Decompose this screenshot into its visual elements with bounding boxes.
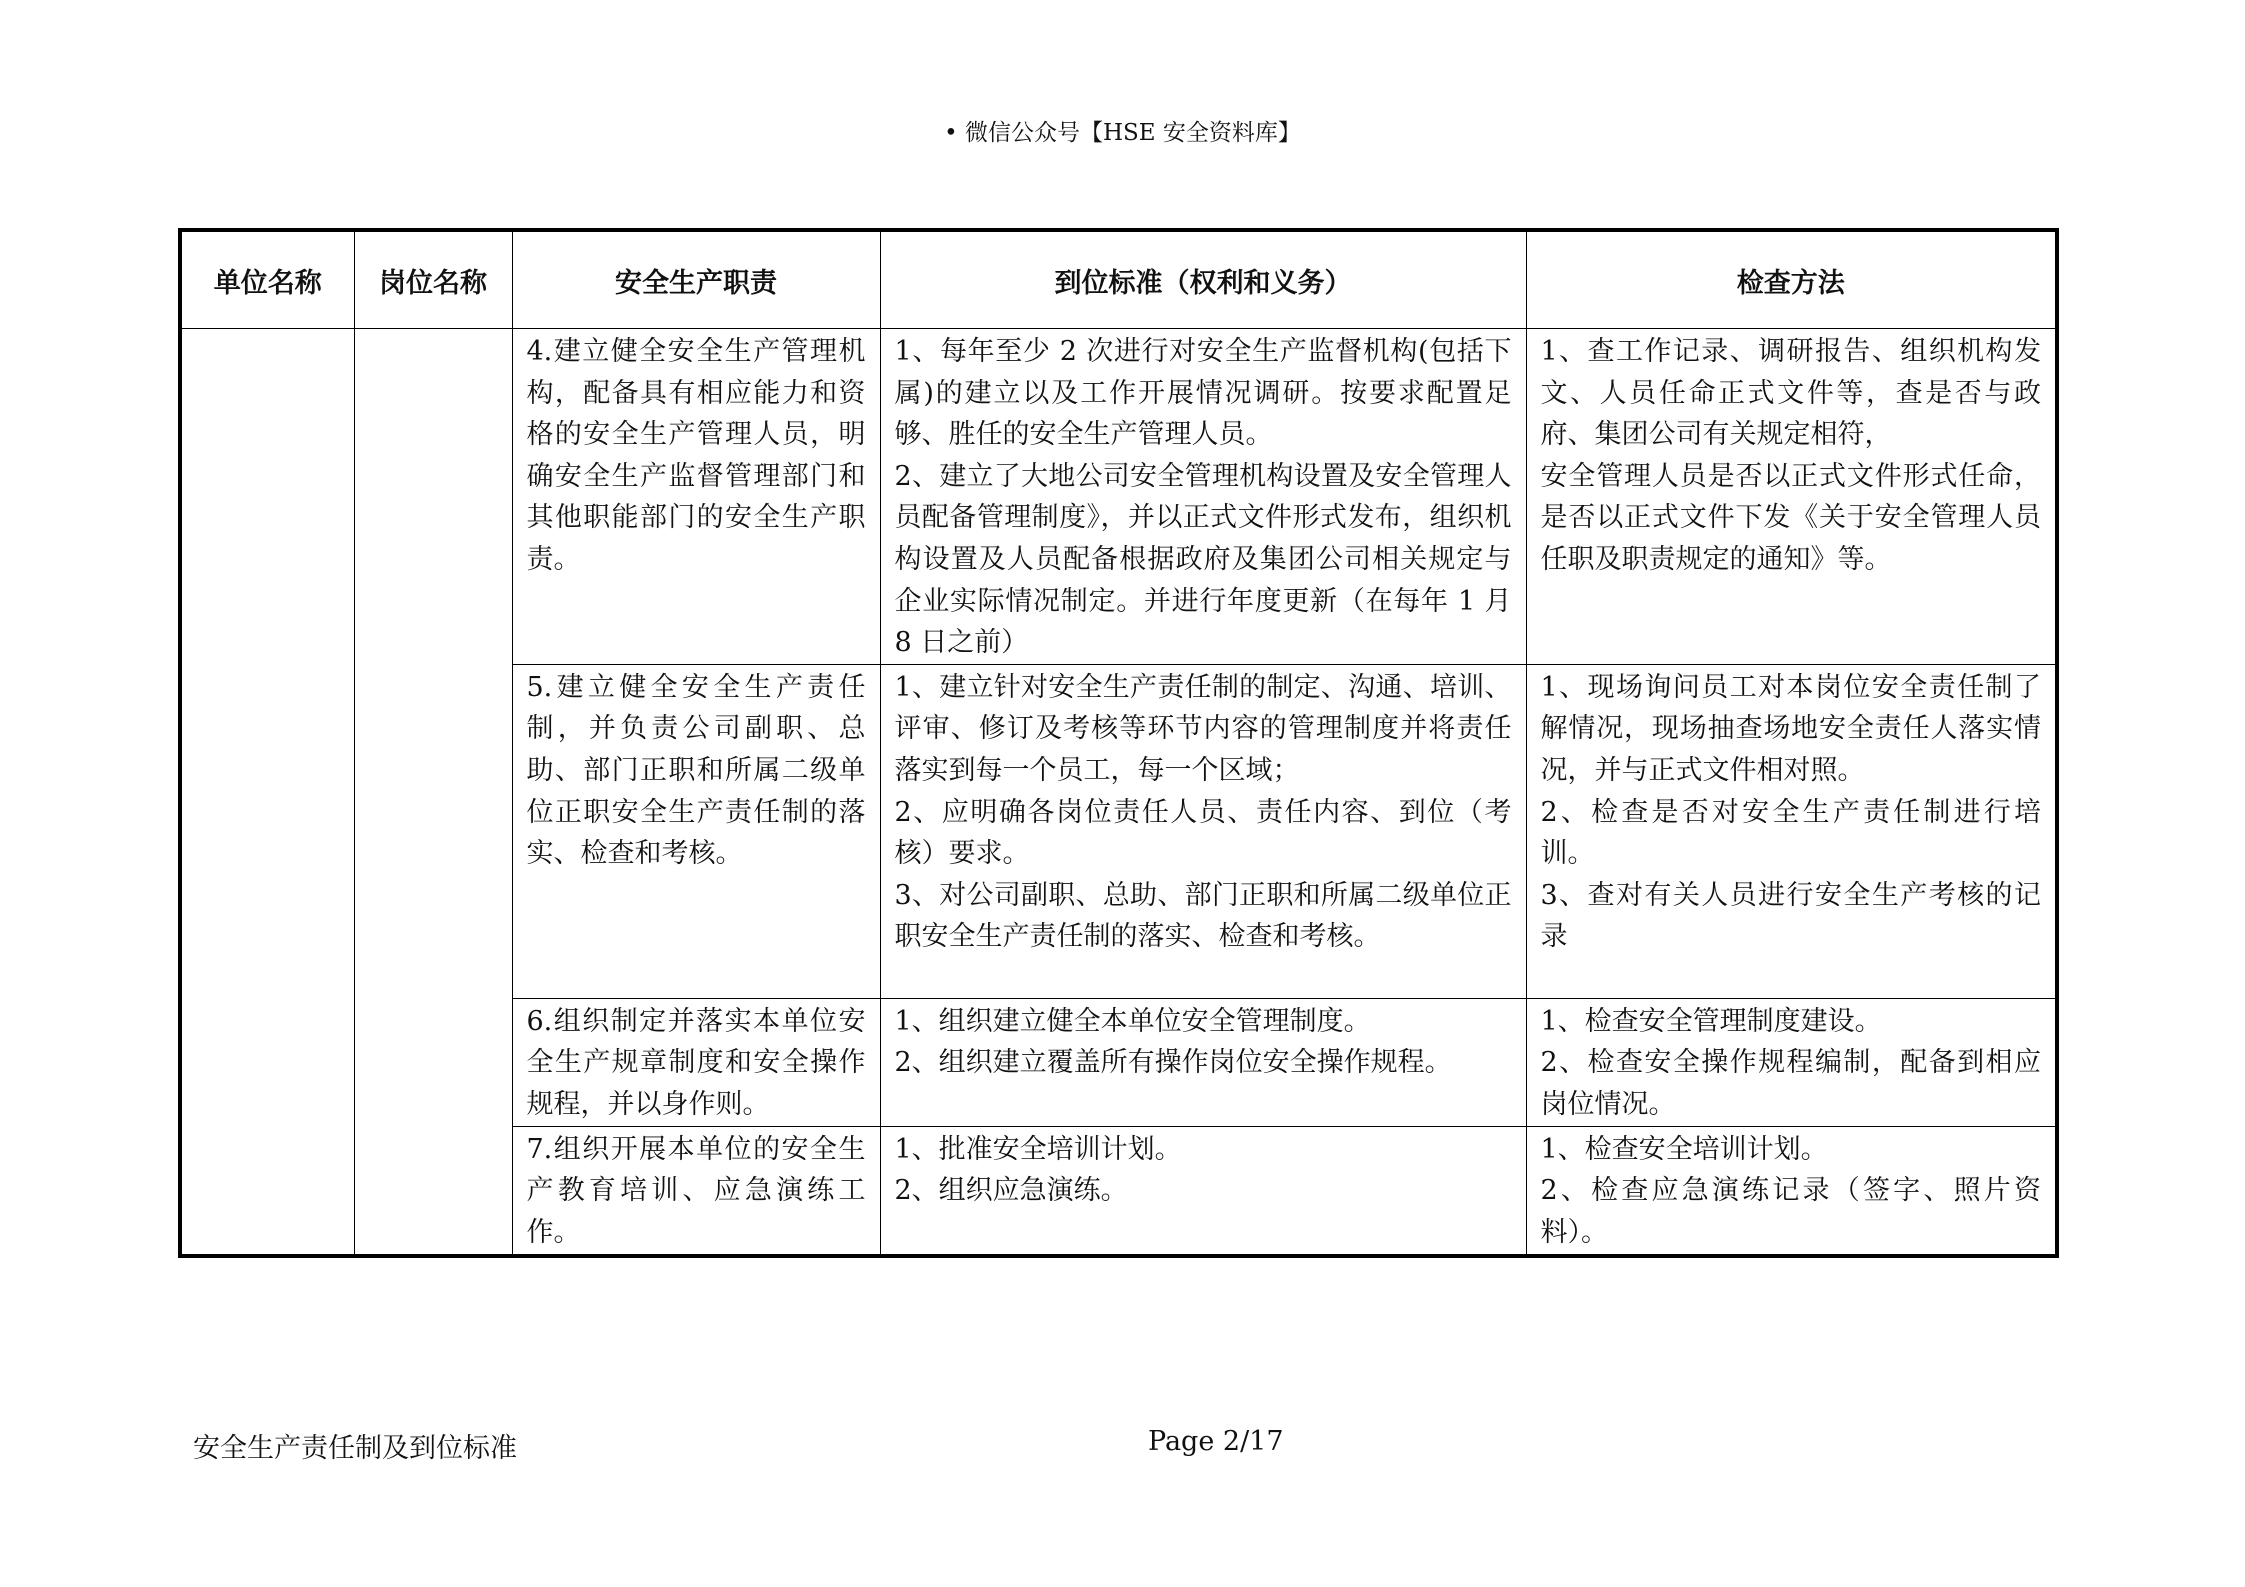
table-row (180, 329, 2057, 665)
standard-item: 2、建立了大地公司安全管理机构设置及安全管理人员配备管理制度》，并以正式文件形式发布，组织机构设置及人员配备根据政府及集团公司相关规定与企业实际情况制定。并进行年度更新（在每年 1 月 8 日之前） (894, 460, 1512, 659)
check-item: 2、检查是否对安全生产责任制进行培训。 (1540, 796, 2041, 870)
duty-cell: 4.建立健全安全生产管理机构，配备具有相应能力和资格的安全生产管理人员，明确安全生产监督管理部门和其他职能部门的安全生产职责。 (512, 329, 880, 665)
standard-cell (880, 329, 1526, 665)
duty-cell: 5.建立健全安全生产责任制，并负责公司副职、总助、部门正职和所属二级单位正职安全生产责任制的落实、检查和考核。 (512, 664, 880, 998)
standard-item: 2、组织应急演练。 (894, 1175, 1128, 1207)
standard-item: 3、对公司副职、总助、部门正职和所属二级单位正职安全生产责任制的落实、检查和考核。 (894, 879, 1512, 953)
check-item: 安全管理人员是否以正式文件形式任命，是否以正式文件下发《关于安全管理人员任职及职责规定的通知》等。 (1540, 460, 2041, 575)
check-item: 2、检查安全操作规程编制，配备到相应岗位情况。 (1540, 1047, 2041, 1120)
check-cell (1526, 1126, 2057, 1255)
check-item: 1、现场询问员工对本岗位安全责任制了解情况，现场抽查场地安全责任人落实情况，并与正式文件相对照。 (1540, 671, 2041, 786)
header-watermark: • 微信公众号【HSE 安全资料库】 (944, 120, 1301, 146)
check-item: 1、检查安全培训计划。 (1540, 1133, 1828, 1165)
standard-item: 1、组织建立健全本单位安全管理制度。 (894, 1005, 1371, 1037)
check-item: 1、检查安全管理制度建设。 (1540, 1005, 1882, 1037)
page-number: Page 2/17 (1148, 1426, 1284, 1457)
check-cell (1526, 998, 2057, 1126)
check-item: 3、查对有关人员进行安全生产考核的记录 (1540, 879, 2041, 953)
standard-item: 1、每年至少 2 次进行对安全生产监督机构(包括下属)的建立以及工作开展情况调研。按要求配置足够、胜任的安全生产管理人员。 (894, 336, 1512, 451)
col-header-position: 岗位名称 (354, 230, 512, 329)
check-cell (1526, 329, 2057, 665)
standard-item: 2、应明确各岗位责任人员、责任内容、到位（考核）要求。 (894, 796, 1512, 870)
responsibility-table (178, 228, 2059, 1258)
standard-cell (880, 1126, 1526, 1255)
standard-item: 2、组织建立覆盖所有操作岗位安全操作规程。 (894, 1047, 1452, 1079)
col-header-check: 检查方法 (1526, 230, 2057, 329)
col-header-unit: 单位名称 (180, 230, 354, 329)
standard-cell (880, 998, 1526, 1126)
position-cell (354, 329, 512, 1256)
duty-cell: 7.组织开展本单位的安全生产教育培训、应急演练工作。 (512, 1126, 880, 1255)
table-header-row (180, 230, 2057, 329)
standard-item: 1、批准安全培训计划。 (894, 1133, 1182, 1165)
check-item: 1、查工作记录、调研报告、组织机构发文、人员任命正式文件等，查是否与政府、集团公司有关规定相符， (1540, 336, 2041, 451)
duty-cell: 6.组织制定并落实本单位安全生产规章制度和安全操作规程，并以身作则。 (512, 998, 880, 1126)
standard-cell (880, 664, 1526, 998)
check-item: 2、检查应急演练记录（签字、照片资料）。 (1540, 1175, 2041, 1248)
standard-item: 1、建立针对安全生产责任制的制定、沟通、培训、评审、修订及考核等环节内容的管理制度并将责任落实到每一个员工，每一个区域； (894, 671, 1512, 786)
col-header-standard: 到位标准（权利和义务） (880, 230, 1526, 329)
col-header-duty: 安全生产职责 (512, 230, 880, 329)
footer-doc-title: 安全生产责任制及到位标准 (193, 1433, 517, 1464)
check-cell (1526, 664, 2057, 998)
unit-cell (180, 329, 354, 1256)
